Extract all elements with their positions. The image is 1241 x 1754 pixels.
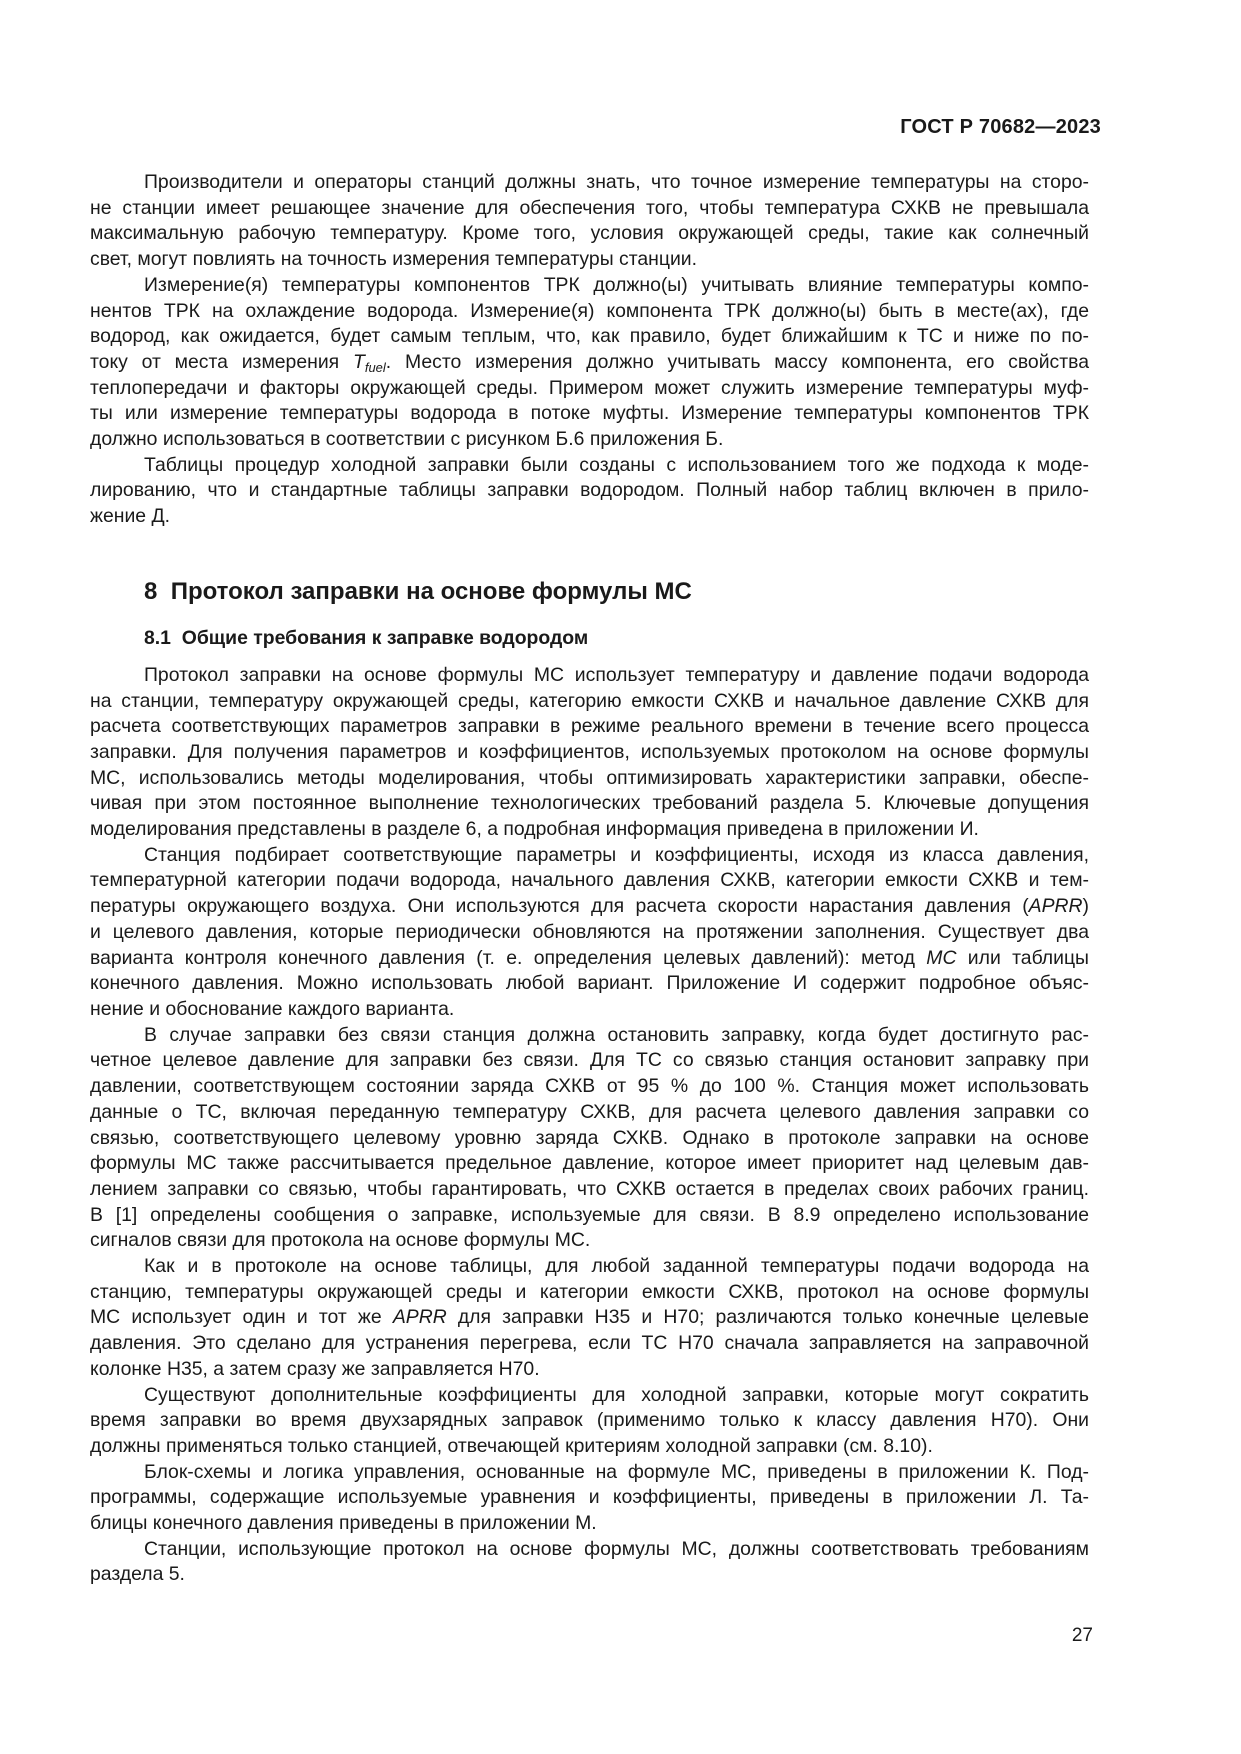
text-line-tfuel: току от места измерения $T_{fuel}$. Место измерения должно учитывать массу компонента, его свойства	[90, 350, 1089, 375]
text-line: жение Д.	[90, 505, 170, 528]
text-line: максимальную рабочую температуру. Кроме того, условия окружающей среды, такие как солнечный	[90, 222, 1089, 245]
text-line: программы, содержащие используемые уравнения и коэффициенты, приведены в приложении Л. Та-	[90, 1486, 1089, 1509]
text-line: колонке Н35, а затем сразу же заправляется Н70.	[90, 1357, 540, 1380]
page-number: 27	[1071, 1625, 1093, 1646]
text-line: лением заправки со связью, чтобы гарантировать, что СХКВ остается в пределах своих рабочих границ.	[90, 1177, 1089, 1200]
text-line: моделирования представлены в разделе 6, а подробная информация приведена в приложении И.	[90, 818, 979, 841]
text-line: четное целевое давление для заправки без связи. Для ТС со связью станция остановит заправку при	[90, 1049, 1089, 1072]
paragraph	[90, 1537, 1089, 1588]
text-line: расчета соответствующих параметров заправки в режиме реального времени в течение всего процесса	[90, 715, 1089, 738]
paragraph	[90, 170, 1089, 273]
text-line: Производители и операторы станций должны знать, что точное измерение температуры на сторо-	[144, 171, 1089, 193]
paragraph	[90, 273, 1089, 453]
text-line: Таблицы процедур холодной заправки были созданы с использованием того же подхода к моде-	[144, 453, 1089, 476]
text-line: МС, использовались методы моделирования, чтобы оптимизировать характеристики заправки, обеспе-	[90, 766, 1089, 789]
subsection-heading: 8.1 Общие требования к заправке водородом	[144, 626, 589, 649]
text-line: Как и в протоколе на основе таблицы, для любой заданной температуры подачи водорода на	[144, 1255, 1089, 1278]
text-line: Существуют дополнительные коэффициенты для холодной заправки, которые могут сократить	[144, 1383, 1089, 1406]
text-line: В [1] определены сообщения о заправке, используемые для связи. В 8.9 определено использование	[90, 1203, 1089, 1226]
text-line: сигналов связи для протокола на основе формулы МС.	[90, 1229, 591, 1252]
text-line: давлении, соответствующем состоянии заряда СХКВ от 95 % до 100 %. Станция может использовать	[90, 1075, 1089, 1098]
text-line: блицы конечного давления приведены в приложении М.	[90, 1512, 597, 1535]
text-line: должно использоваться в соответствии с рисунком Б.6 приложения Б.	[90, 428, 724, 451]
variable-subscript: fuel	[364, 359, 386, 375]
variable-symbol: T	[352, 350, 365, 373]
text-line: Измерение(я) температуры компонентов ТРК должно(ы) учитывать влияние температуры компо-	[144, 273, 1089, 296]
text-line: Протокол заправки на основе формулы МС использует температуру и давление подачи водорода	[144, 663, 1089, 686]
text-line: ты или измерение температуры водорода в потоке муфты. Измерение температуры компонентов ТРК	[90, 402, 1089, 425]
section-heading: 8 Протокол заправки на основе формулы МС	[144, 577, 692, 605]
paragraph	[90, 1460, 1089, 1537]
page-content	[90, 170, 1089, 1588]
paragraph	[90, 663, 1089, 843]
text-line: время заправки во время двухзарядных заправок (применимо только к классу давления Н70). Они	[90, 1409, 1089, 1432]
text-line: давления. Это сделано для устранения перегрева, если ТС Н70 сначала заправляется на заправочной	[90, 1332, 1089, 1355]
text-line: станцию, температуры окружающей среды и категории емкости СХКВ, протокол на основе формулы	[90, 1280, 1089, 1303]
paragraph	[90, 1023, 1089, 1254]
text-line: заправки. Для получения параметров и коэффициентов, используемых протоколом на основе формулы	[90, 740, 1089, 763]
document-header: ГОСТ Р 70682—2023	[900, 116, 1101, 138]
paragraph	[90, 1254, 1089, 1383]
text-line: формулы МС также рассчитывается предельное давление, которое имеет приоритет над целевым дав-	[90, 1152, 1089, 1175]
text-line: водород, как ожидается, будет самым теплым, что, как правило, будет ближайшим к ТС и ниже по по-	[90, 325, 1089, 348]
paragraph	[90, 453, 1089, 530]
text-line: свет, могут повлиять на точность измерения температуры станции.	[90, 248, 698, 271]
text-line: температурной категории подачи водорода, начального давления СХКВ, категории емкости СХКВ и тем-	[90, 869, 1089, 892]
text-line: данные о ТС, включая переданную температуру СХКВ, для расчета целевого давления заправки со	[90, 1100, 1089, 1123]
paragraph	[90, 843, 1089, 1023]
text-line: должны применяться только станцией, отвечающей критериям холодной заправки (см. 8.10).	[90, 1434, 933, 1457]
text-line: и целевого давления, которые периодически обновляются на протяжении заполнения. Существует два	[90, 920, 1089, 943]
text-line: пературы окружающего воздуха. Они используются для расчета скорости нарастания давления (APRR)	[90, 895, 1089, 918]
text-line: чивая при этом постоянное выполнение технологических требований раздела 5. Ключевые допущения	[90, 792, 1089, 815]
text-line: нение и обоснование каждого варианта.	[90, 997, 455, 1020]
text-line: нентов ТРК на охлаждение водорода. Измерение(я) компонента ТРК должно(ы) быть в месте(ах), где	[90, 299, 1089, 322]
text-line: не станции имеет решающее значение для обеспечения того, чтобы температура СХКВ не превышала	[90, 196, 1089, 219]
paragraph	[90, 1383, 1089, 1460]
text-line: связью, соответствующего целевому уровню заряда СХКВ. Однако в протоколе заправки на основе	[90, 1126, 1089, 1149]
text-line: теплопередачи и факторы окружающей среды. Примером может служить измерение температуры муф-	[90, 376, 1089, 399]
text-line: варианта контроля конечного давления (т. е. определения целевых давлений): метод МС или таблицы	[90, 946, 1089, 969]
text-line: конечного давления. Можно использовать любой вариант. Приложение И содержит подробное объяс-	[90, 972, 1089, 995]
text-line: Станции, использующие протокол на основе формулы МС, должны соответствовать требованиям	[144, 1537, 1089, 1560]
text-line: лированию, что и стандартные таблицы заправки водородом. Полный набор таблиц включен в прило-	[90, 479, 1089, 502]
text-line: В случае заправки без связи станция должна остановить заправку, когда будет достигнуто рас-	[144, 1023, 1089, 1046]
text-line: на станции, температуру окружающей среды, категорию емкости СХКВ и начальное давление СХКВ для	[90, 689, 1089, 712]
text-line: Станция подбирает соответствующие параметры и коэффициенты, исходя из класса давления,	[144, 843, 1089, 866]
text-line: МС использует один и тот же APRR для заправки Н35 и Н70; различаются только конечные целевые	[90, 1306, 1090, 1329]
text-line: Блок-схемы и логика управления, основанные на формуле МС, приведены в приложении К. Под-	[144, 1460, 1089, 1483]
text-line: раздела 5.	[90, 1563, 185, 1586]
